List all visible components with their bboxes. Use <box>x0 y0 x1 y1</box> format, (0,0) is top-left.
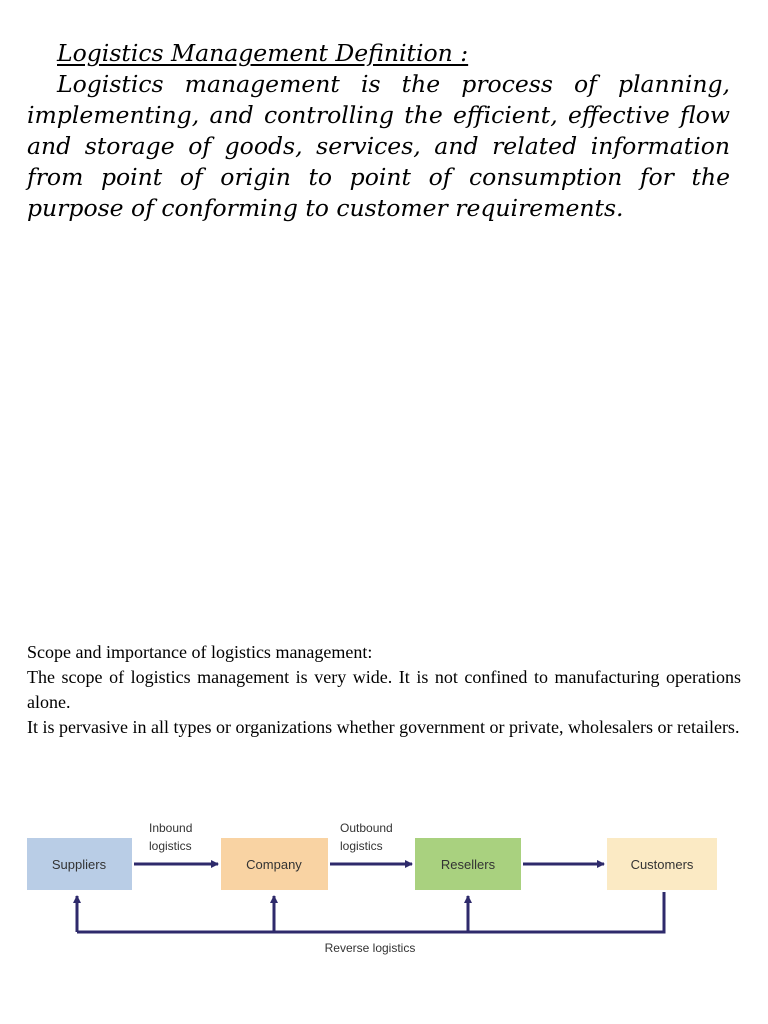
outbound-label-line1: Outbound <box>340 821 393 835</box>
company-label: Company <box>246 857 302 872</box>
outbound-label-line2: logistics <box>340 839 383 853</box>
definition-section <box>27 38 730 224</box>
scope-heading: Scope and importance of logistics management: <box>27 642 373 662</box>
definition-body: Logistics management is the process of planning, implementing, and controlling the efficient, effective flow and storage of goods, services, and related information from point of origin to point of consumption for the purpose of conforming to customer requirements. <box>27 70 730 222</box>
customers-label: Customers <box>630 857 694 872</box>
logistics-flow-diagram <box>24 812 724 962</box>
reverse-logistics-line <box>77 892 664 932</box>
definition-title: Logistics Management Definition : <box>57 39 469 67</box>
scope-paragraph-2: It is pervasive in all types or organizations whether government or private, wholesalers or retailers. <box>27 717 740 737</box>
resellers-label: Resellers <box>440 857 496 872</box>
scope-paragraph-1: The scope of logistics management is very wide. It is not confined to manufacturing operations alone. <box>27 667 741 712</box>
reverse-logistics-label: Reverse logistics <box>324 941 416 955</box>
suppliers-label: Suppliers <box>51 857 107 872</box>
inbound-label-line1: Inbound <box>149 821 193 835</box>
inbound-label-line2: logistics <box>149 839 192 853</box>
scope-section <box>27 640 741 740</box>
